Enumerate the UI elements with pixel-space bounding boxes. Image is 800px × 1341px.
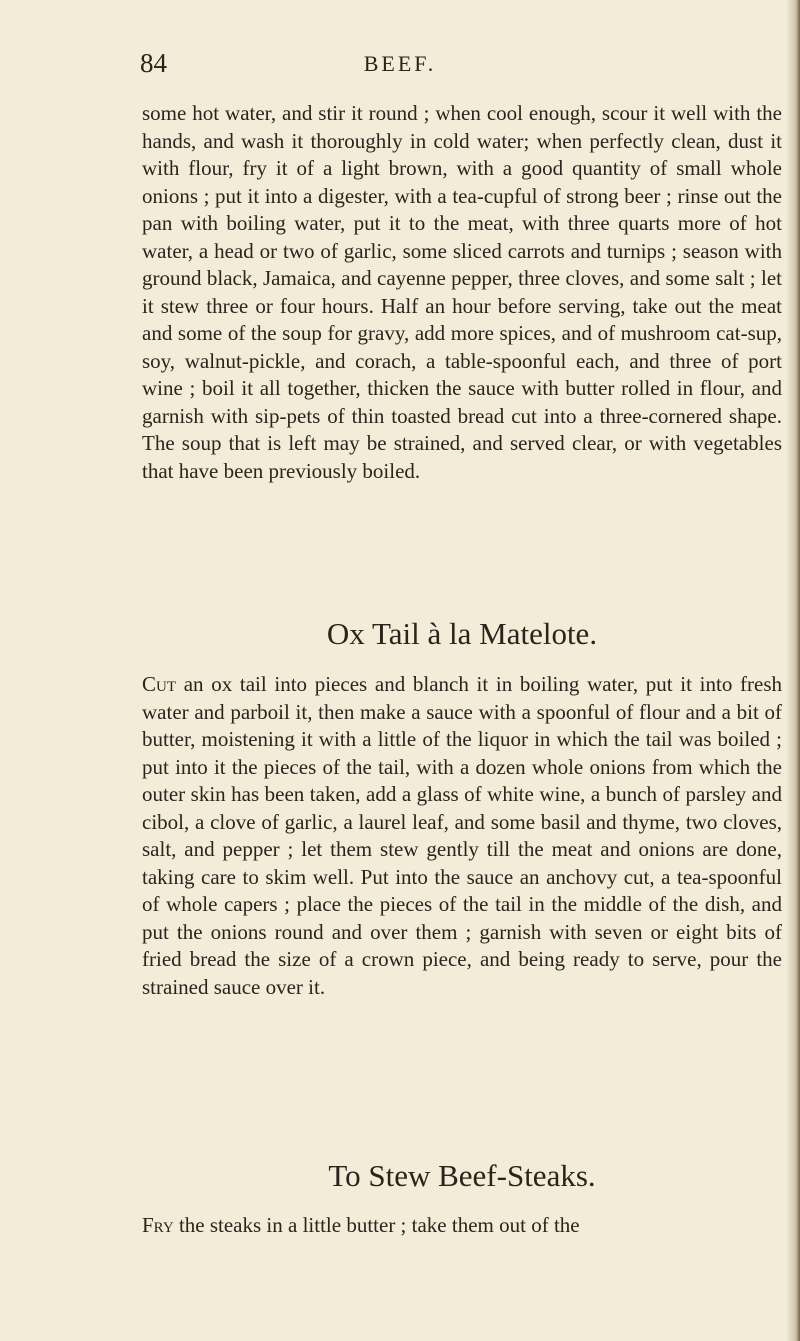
page-edge-shadow [786,0,800,1341]
recipe-heading-beef-steaks: To Stew Beef-Steaks. [328,1158,596,1193]
lead-word: Cut [142,672,177,696]
paragraph-beef-steaks [142,1212,782,1240]
page-header [0,48,800,88]
paragraph-soup-continued: some hot water, and stir it round ; when cool enough, scour it well with the hands, and wash it thoroughly in cold water; when perfectly clean, dust it with flour, fry it of a light brown, with a good quantity of small whole onions ; put it into a digester, with a tea-cupful of strong beer ; rinse out the pan with boiling water, put it to the meat, with three quarts more of hot water, a head or two of garlic, some sliced carrots and turnips ; season with ground black, Jamaica, and cayenne pepper, three cloves, and some salt ; let it stew three or four hours. Half an hour before serving, take out the meat and some of the soup for gravy, add more spices, and of mushroom cat-sup, soy, walnut-pickle, and corach, a table-spoonful each, and three of port wine ; boil it all together, thicken the sauce with butter rolled in flour, and garnish with sip-pets of thin toasted bread cut into a three-cornered shape. The soup that is left may be strained, and served clear, or with vegetables that have been previously boiled. [142,101,782,483]
paragraph-ox-tail [142,671,782,1001]
lead-word: Fry [142,1213,174,1237]
running-head: BEEF. [363,51,437,76]
paragraph-text: an ox tail into pieces and blanch it in boiling water, put it into fresh water and parboil it, then make a sauce with a spoonful of flour and a bit of butter, moistening it with a little of the liquor in which the tail was boiled ; put into it the pieces of the tail, with a dozen whole onions from which the outer skin has been taken, add a glass of white wine, a bunch of parsley and cibol, a clove of garlic, a laurel leaf, and some basil and thyme, two cloves, salt, and pepper ; let them stew gently till the meat and onions are done, taking care to skim well. Put into the sauce an anchovy cut, a tea-spoonful of whole capers ; place the pieces of the tail in the middle of the dish, and put the onions round and over them ; garnish with seven or eight bits of fried bread the size of a crown piece, and being ready to serve, pour the strained sauce over it. [142,672,782,999]
paragraph-text: the steaks in a little butter ; take them out of the [173,1213,580,1237]
recipe-heading-ox-tail: Ox Tail à la Matelote. [326,616,598,651]
page-number: 84 [140,48,167,78]
